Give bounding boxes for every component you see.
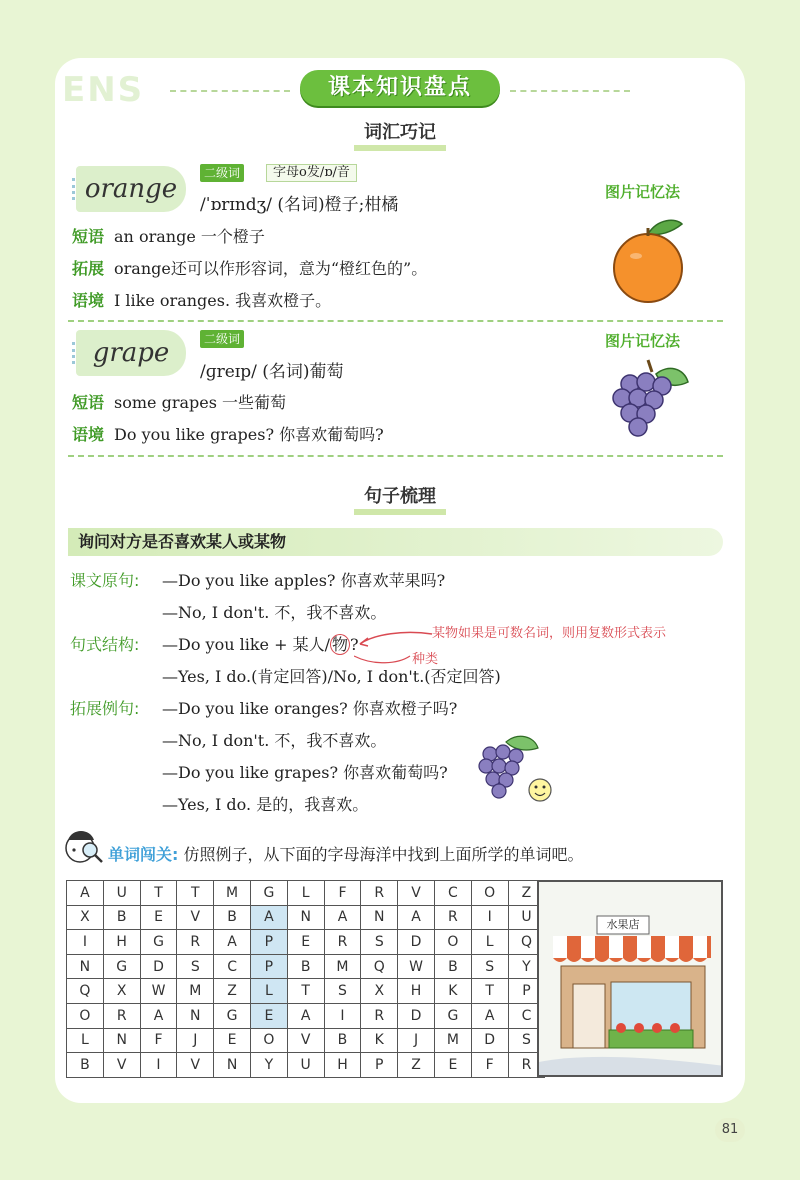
grid-letter[interactable]: C: [434, 881, 471, 906]
grid-letter[interactable]: M: [434, 1028, 471, 1053]
grid-letter[interactable]: P: [250, 930, 287, 955]
example-sentence: —No, I don't. 不，我不喜欢。: [162, 731, 387, 750]
grid-letter[interactable]: Y: [250, 1053, 287, 1078]
grid-letter[interactable]: O: [471, 881, 508, 906]
grid-letter[interactable]: V: [177, 905, 214, 930]
grid-letter[interactable]: Q: [361, 954, 398, 979]
structure-question: —Do you like + 某人/ 物 ?: [162, 635, 359, 654]
letter-hint: 字母o发/ɒ/音: [266, 164, 357, 182]
divider: [68, 320, 723, 322]
original-sentence: —No, I don't. 不，我不喜欢。: [162, 603, 387, 622]
grid-letter[interactable]: D: [471, 1028, 508, 1053]
grid-letter[interactable]: I: [140, 1053, 177, 1078]
grid-letter[interactable]: X: [103, 979, 140, 1004]
grid-letter[interactable]: R: [361, 881, 398, 906]
grid-row: [67, 881, 545, 906]
grid-letter[interactable]: P: [250, 954, 287, 979]
grid-letter[interactable]: U: [287, 1053, 324, 1078]
divider: [68, 455, 723, 457]
picture-memory-label: 图片记忆法: [605, 183, 681, 201]
grid-letter[interactable]: U: [103, 881, 140, 906]
phonetic: /ˈɒrɪndʒ/ (名词)橙子;柑橘: [200, 195, 399, 215]
grid-letter[interactable]: F: [471, 1053, 508, 1078]
grid-letter[interactable]: H: [103, 930, 140, 955]
grid-letter[interactable]: P: [361, 1053, 398, 1078]
topic-bar: 询问对方是否喜欢某人或某物: [68, 528, 723, 556]
grid-letter[interactable]: S: [471, 954, 508, 979]
grid-letter[interactable]: H: [324, 1053, 361, 1078]
grid-letter[interactable]: K: [434, 979, 471, 1004]
sentence-section-title: 句子梳理: [0, 486, 800, 515]
grid-row: [67, 954, 545, 979]
grid-letter[interactable]: R: [324, 930, 361, 955]
grid-letter[interactable]: T: [471, 979, 508, 1004]
grid-letter[interactable]: M: [324, 954, 361, 979]
phonetic: /ɡreɪp/ (名词)葡萄: [200, 362, 344, 382]
example-label: 拓展例句:: [70, 699, 140, 718]
grid-row: [67, 979, 545, 1004]
detective-icon: [60, 826, 106, 870]
grid-letter[interactable]: R: [434, 905, 471, 930]
grid-letter[interactable]: Q: [67, 979, 104, 1004]
grid-letter[interactable]: N: [361, 905, 398, 930]
word-card-grape: grape: [76, 330, 186, 376]
grid-letter[interactable]: E: [140, 905, 177, 930]
grid-letter[interactable]: C: [214, 954, 251, 979]
grid-letter[interactable]: N: [177, 1003, 214, 1028]
grid-letter[interactable]: A: [214, 930, 251, 955]
phrase-row: 短语 some grapes 一些葡萄: [72, 393, 287, 412]
grid-letter[interactable]: R: [177, 930, 214, 955]
grid-letter[interactable]: E: [250, 1003, 287, 1028]
grid-letter[interactable]: L: [287, 881, 324, 906]
grid-letter[interactable]: S: [361, 930, 398, 955]
shop-sign: 水果店: [606, 918, 640, 931]
section-banner: 课本知识盘点: [300, 70, 500, 106]
grid-letter[interactable]: T: [140, 881, 177, 906]
grid-letter[interactable]: B: [103, 905, 140, 930]
grid-row: [67, 1053, 545, 1078]
grid-letter[interactable]: I: [67, 930, 104, 955]
grid-letter[interactable]: N: [214, 1053, 251, 1078]
grid-letter[interactable]: N: [287, 905, 324, 930]
banner-rule-left: [170, 90, 290, 92]
grid-letter[interactable]: U: [508, 905, 545, 930]
context-row: 语境 Do you like grapes? 你喜欢葡萄吗?: [72, 425, 384, 444]
grid-row: [67, 1028, 545, 1053]
original-label: 课文原句:: [70, 571, 140, 590]
grid-letter[interactable]: O: [250, 1028, 287, 1053]
grid-letter[interactable]: S: [177, 954, 214, 979]
grid-letter[interactable]: A: [471, 1003, 508, 1028]
picture-memory-label: 图片记忆法: [605, 332, 681, 350]
grid-letter[interactable]: V: [287, 1028, 324, 1053]
grid-letter[interactable]: L: [250, 979, 287, 1004]
original-sentence: —Do you like apples? 你喜欢苹果吗?: [162, 571, 446, 590]
grid-letter[interactable]: E: [434, 1053, 471, 1078]
word-card-orange: orange: [76, 166, 186, 212]
structure-answer: —Yes, I do.(肯定回答)/No, I don't.(否定回答): [162, 667, 501, 686]
grid-letter[interactable]: J: [177, 1028, 214, 1053]
vocab-section-title: 词汇巧记: [0, 122, 800, 151]
grid-letter[interactable]: A: [250, 905, 287, 930]
banner-rule-right: [510, 90, 630, 92]
grid-letter[interactable]: N: [103, 1028, 140, 1053]
grid-letter[interactable]: N: [67, 954, 104, 979]
grid-letter[interactable]: F: [324, 881, 361, 906]
grid-letter[interactable]: L: [67, 1028, 104, 1053]
grid-letter[interactable]: I: [471, 905, 508, 930]
grid-letter[interactable]: B: [434, 954, 471, 979]
grid-letter[interactable]: G: [434, 1003, 471, 1028]
phrase-row: 短语 an orange 一个橙子: [72, 227, 265, 246]
grid-letter[interactable]: B: [67, 1053, 104, 1078]
grid-letter[interactable]: Y: [508, 954, 545, 979]
grid-letter[interactable]: A: [398, 905, 435, 930]
grid-letter[interactable]: J: [398, 1028, 435, 1053]
grid-letter[interactable]: D: [398, 930, 435, 955]
example-sentence: —Do you like grapes? 你喜欢葡萄吗?: [162, 763, 448, 782]
annotation-note: 种类: [412, 652, 439, 667]
grid-row: [67, 1003, 545, 1028]
grid-letter[interactable]: M: [214, 881, 251, 906]
grid-letter[interactable]: O: [67, 1003, 104, 1028]
grid-letter[interactable]: W: [398, 954, 435, 979]
grid-letter[interactable]: F: [140, 1028, 177, 1053]
circled-word: 物: [331, 635, 348, 654]
grid-letter[interactable]: T: [287, 979, 324, 1004]
grid-letter[interactable]: E: [214, 1028, 251, 1053]
grid-letter[interactable]: G: [214, 1003, 251, 1028]
grid-letter[interactable]: A: [67, 881, 104, 906]
grid-letter[interactable]: V: [103, 1053, 140, 1078]
grid-letter[interactable]: K: [361, 1028, 398, 1053]
grid-letter[interactable]: P: [508, 979, 545, 1004]
extension-row: 拓展 orange还可以作形容词，意为“橙红色的”。: [72, 259, 428, 278]
grid-letter[interactable]: B: [324, 1028, 361, 1053]
shop-illustration: [539, 882, 723, 1077]
grid-letter[interactable]: A: [140, 1003, 177, 1028]
grid-letter[interactable]: D: [140, 954, 177, 979]
grid-letter[interactable]: Q: [508, 930, 545, 955]
grid-letter[interactable]: G: [103, 954, 140, 979]
grid-letter[interactable]: G: [250, 881, 287, 906]
letter-grid: [66, 880, 545, 1078]
grid-letter[interactable]: L: [471, 930, 508, 955]
grid-letter[interactable]: B: [214, 905, 251, 930]
grid-letter[interactable]: H: [398, 979, 435, 1004]
grid-letter[interactable]: R: [361, 1003, 398, 1028]
grid-letter[interactable]: O: [434, 930, 471, 955]
grid-letter[interactable]: V: [177, 1053, 214, 1078]
example-sentence: —Do you like oranges? 你喜欢橙子吗?: [162, 699, 458, 718]
grape-smile-icon: [476, 730, 556, 808]
grape-fruit-icon: [608, 358, 692, 438]
grid-letter[interactable]: S: [508, 1028, 545, 1053]
grid-letter[interactable]: X: [67, 905, 104, 930]
grid-letter[interactable]: E: [287, 930, 324, 955]
grid-letter[interactable]: Z: [508, 881, 545, 906]
grid-letter[interactable]: A: [287, 1003, 324, 1028]
grid-letter[interactable]: Z: [214, 979, 251, 1004]
grid-row: [67, 930, 545, 955]
page-number: 81: [715, 1118, 745, 1142]
quiz-instruction: 单词闯关: 仿照例子，从下面的字母海洋中找到上面所学的单词吧。: [108, 845, 584, 864]
grid-letter[interactable]: W: [140, 979, 177, 1004]
structure-label: 句式结构:: [70, 635, 140, 654]
example-sentence: —Yes, I do. 是的，我喜欢。: [162, 795, 369, 814]
level-badge: 二级词: [200, 330, 244, 348]
grid-letter[interactable]: X: [361, 979, 398, 1004]
grid-letter[interactable]: Z: [398, 1053, 435, 1078]
grid-letter[interactable]: T: [177, 881, 214, 906]
grid-letter[interactable]: S: [324, 979, 361, 1004]
grid-letter[interactable]: I: [324, 1003, 361, 1028]
grid-letter[interactable]: D: [398, 1003, 435, 1028]
grid-letter[interactable]: M: [177, 979, 214, 1004]
decorative-watermark: ENS: [62, 70, 145, 110]
fruit-shop-illustration: [537, 880, 723, 1077]
grid-letter[interactable]: R: [103, 1003, 140, 1028]
grid-row: [67, 905, 545, 930]
grid-letter[interactable]: R: [508, 1053, 545, 1078]
orange-fruit-icon: [608, 212, 688, 304]
grid-letter[interactable]: V: [398, 881, 435, 906]
annotation-note: 某物如果是可数名词，则用复数形式表示: [432, 626, 667, 641]
grid-letter[interactable]: G: [140, 930, 177, 955]
level-badge: 二级词: [200, 164, 244, 182]
context-row: 语境 I like oranges. 我喜欢橙子。: [72, 291, 332, 310]
grid-letter[interactable]: B: [287, 954, 324, 979]
grid-letter[interactable]: C: [508, 1003, 545, 1028]
grid-letter[interactable]: A: [324, 905, 361, 930]
